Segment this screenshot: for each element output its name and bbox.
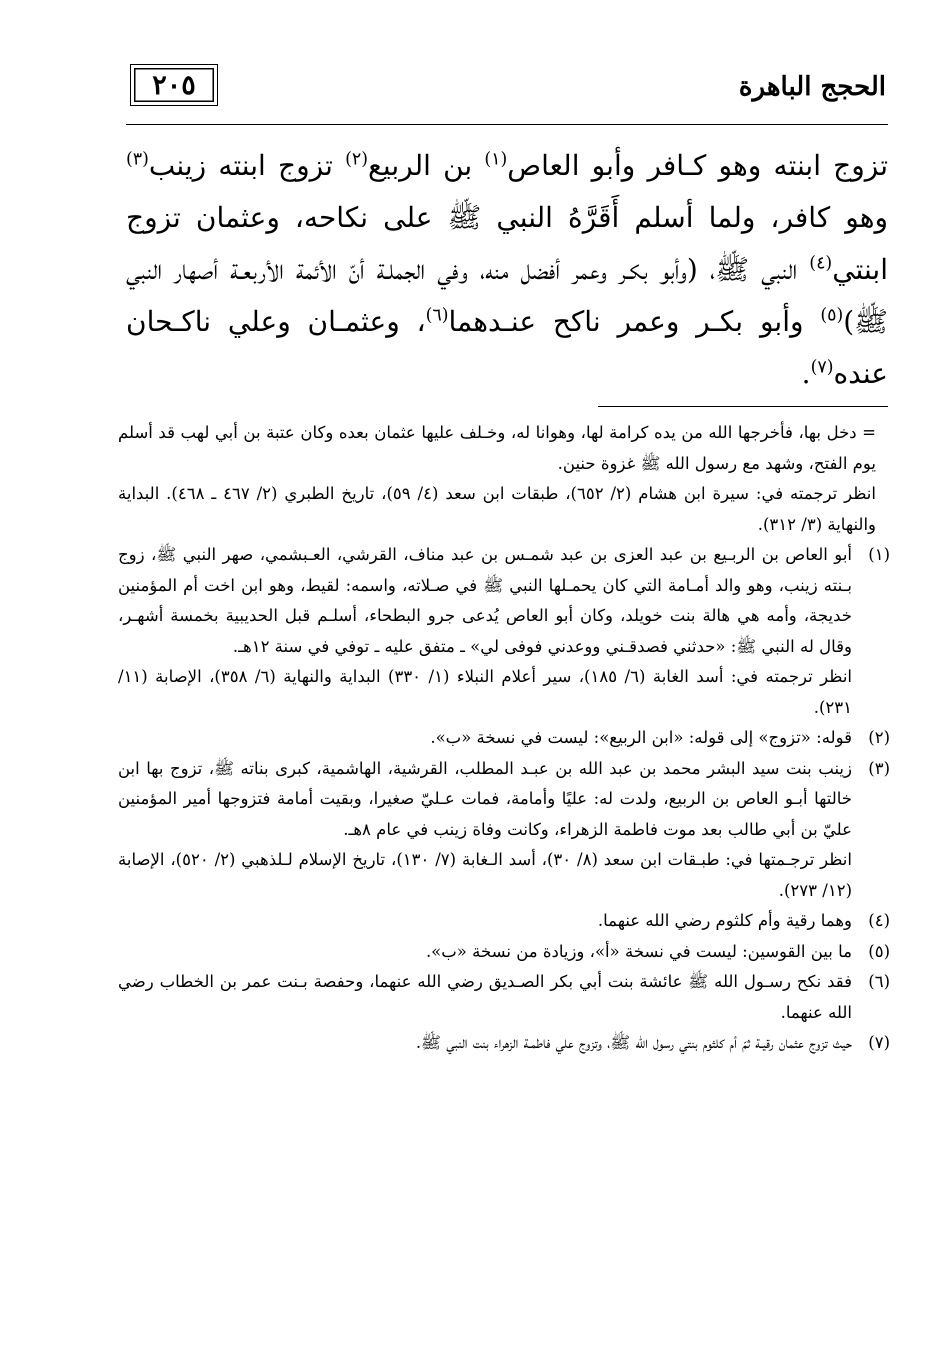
footnote-7: (٧)حيث تزوج عثمان رقيـة ثمّ أم كلثوم بنتي رسول الله ﷺ، وتزوج علي فاطمـة الزهراء بنت النبي ﷺ.	[118, 1028, 890, 1059]
footnote-number: (٣)	[868, 758, 890, 778]
main-text	[126, 140, 888, 400]
footnote-1-source: انظر ترجمته في: أسد الغابة (٦/ ١٨٥)، سير أعلام النبلاء (١/ ٣٣٠) البداية والنهاية (٦/ ٣٥٨)، الإصابة (١١/ ٢٣١).	[118, 667, 853, 717]
page-header	[126, 58, 888, 125]
footnote-4: (٤)وهما رقية وأم كلثوم رضي الله عنهما.	[118, 906, 890, 937]
footnote-number: (٤)	[868, 911, 890, 930]
footnote-continuation-source: انظر ترجمته في: سيرة ابن هشام (٢/ ٦٥٢)، طبقات ابن سعد (٤/ ٥٩)، تاريخ الطبري (٢/ ٤٦٧ ـ ٤٦٨). البداية والنهاية (٣/ ٣١٢).	[118, 484, 876, 534]
footnote-ref[interactable]: (٣)	[126, 149, 149, 170]
footnote-2: (٢)قوله: «تزوج» إلى قوله: «ابن الربيع»: ليست في نسخة «ب».	[118, 723, 890, 754]
footnote-number: (٢)	[868, 728, 890, 747]
footnote-ref[interactable]: (٥)	[820, 305, 844, 326]
footnote-number: (٦)	[868, 972, 890, 991]
footnote-continuation: = دخل بها، فأخرجها الله من يده كرامة لها، وهوانا له، وخـلف عليها عثمان بعده وكان عتبة بن أبي لهب قد أسلم يوم الفتح، وشهد مع رسول الله ﷺ غزوة حنين.	[118, 423, 876, 473]
book-title: الحجج الباهرة	[738, 72, 886, 102]
footnote-3-source: انظر ترجـمتها في: طبـقات ابن سعد (٨/ ٣٠)، أسد الـغابة (٧/ ١٣٠)، تاريخ الإسلام لـلذهبي (٢/ ٥٢٠)، الإصابة (١٢/ ٢٧٣).	[118, 850, 852, 900]
main-paragraph: تزوج ابنته وهو كـافر وأبو العاص$^{(١)}$ بن الربيع$^{(٢)}$ تزوج ابنته زينب$^{(٣)}$ وهو كافر، ولما أسلم أَقَرَّهُ النبي ﷺ على نكاحه، وعثمان تزوج ابنتي$^{(٤)}$ النبي ﷺ، (وأبو بكـر وعمر أفضل منه، وفي الجملـة أنّ الأئمة الأربعـة أصهار النبي ﷺ)$^{(٥)}$ وأبو بكـر وعمر ناكح عنـدهما$^{(٦)}$، وعثمـان وعلي ناكـحان عنده$^{(٧)}$.	[126, 149, 889, 390]
footnotes	[118, 418, 890, 1059]
footnote-ref[interactable]: (٤)	[809, 253, 833, 274]
footnote-6: (٦)فقد نكح رسـول الله ﷺ عائشة بنت أبي بكر الصـديق رضي الله عنهما، وحفصة بـنت عمر بن الخطاب رضي الله عنهما.	[118, 967, 890, 1028]
footnote-1: (١)أبو العاص بن الربـيع بن عبد العزى بن عبد شمـس بن عبد مناف، القرشي، العـبشمي، صهر النبي ﷺ، زوج بـنته زينب، وهو والد أمـامة التي كان يحمـلها النبي ﷺ في صـلاته، واسمه: لقيط، وهو ابن اخت أم المؤمنين خديجة، وأمه هي هالة بنت خويلد، وكان أبو العاص يُدعى جرو البطحاء، أسلـم قبل الحديبية بخمسة أشهـر، وقال له النبي ﷺ: «حدثني فصدقـني ووعدني فوفى لي» ـ متفق عليه ـ توفي في سنة ١٢هـ.	[118, 540, 890, 662]
footnote-ref[interactable]: (٦)	[425, 305, 449, 326]
footnote-number: (٥)	[868, 941, 890, 961]
footnote-5: (٥)ما بين القوسين: ليست في نسخة «أ»، وزيادة من نسخة «ب».	[118, 937, 890, 968]
page-number: ٢٠٥	[130, 64, 218, 106]
footnote-number: (٧)	[868, 1033, 890, 1052]
footnote-ref[interactable]: (٧)	[810, 357, 834, 378]
footnote-number: (١)	[868, 545, 890, 564]
footnote-3: (٣)زينب بنت سيد البشر محمد بن عبد الله بن عبـد المطلب، القرشية، الهاشمية، كبرى بناته ﷺ، تزوج بها ابن خالتها أبـو العاص بن الربيع، ولدت له: عليًا وأمامة، فمات عـليّ صغيرا، وبقيت أمامة فتزوجها أمير المؤمنين عليّ بن أبي طالب بعد موت فاطمة الزهراء، وكانت وفاة زينب في عام ٨هـ.	[118, 754, 890, 846]
footnote-divider	[598, 406, 888, 407]
footnote-ref[interactable]: (٢)	[345, 149, 368, 170]
footnote-ref[interactable]: (١)	[484, 149, 508, 170]
